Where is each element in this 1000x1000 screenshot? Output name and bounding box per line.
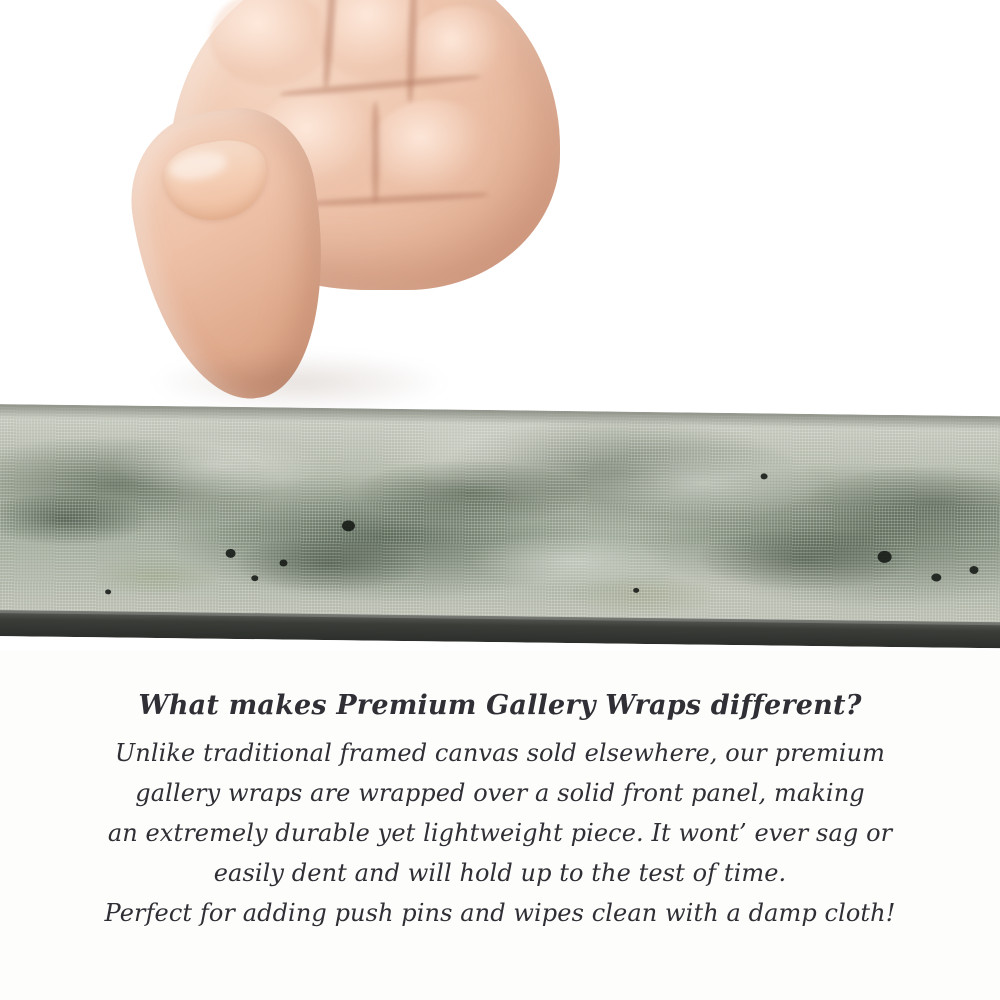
hand-shadow bbox=[150, 352, 450, 412]
print-speck bbox=[878, 551, 892, 563]
caption-block bbox=[0, 690, 1000, 933]
print-speck bbox=[969, 566, 978, 574]
knuckle-icon bbox=[406, 6, 518, 102]
print-speck bbox=[761, 473, 768, 479]
knuckle-icon bbox=[368, 100, 500, 206]
caption-line: easily dent and will hold up to the test of time. bbox=[213, 859, 787, 887]
caption-line: gallery wraps are wrapped over a solid front panel, making bbox=[135, 779, 865, 807]
print-speck bbox=[931, 573, 941, 581]
print-speck bbox=[633, 588, 639, 593]
caption-line: Perfect for adding push pins and wipes clean with a damp cloth! bbox=[104, 899, 896, 927]
caption-title: What makes Premium Gallery Wraps different? bbox=[138, 690, 862, 721]
print-speck bbox=[226, 549, 236, 558]
print-speck bbox=[279, 559, 287, 566]
print-speck bbox=[342, 520, 355, 531]
caption-line: an extremely durable yet lightweight piece. It wont’ ever sag or bbox=[107, 819, 893, 847]
canvas-edge-slab bbox=[0, 404, 1000, 648]
caption-line: Unlike traditional framed canvas sold elsewhere, our premium bbox=[114, 739, 885, 767]
finger-crease bbox=[372, 102, 379, 202]
print-speck bbox=[105, 589, 111, 594]
print-speck bbox=[251, 575, 258, 581]
canvas-weave-texture bbox=[0, 404, 1000, 624]
canvas-print-surface bbox=[0, 404, 1000, 624]
